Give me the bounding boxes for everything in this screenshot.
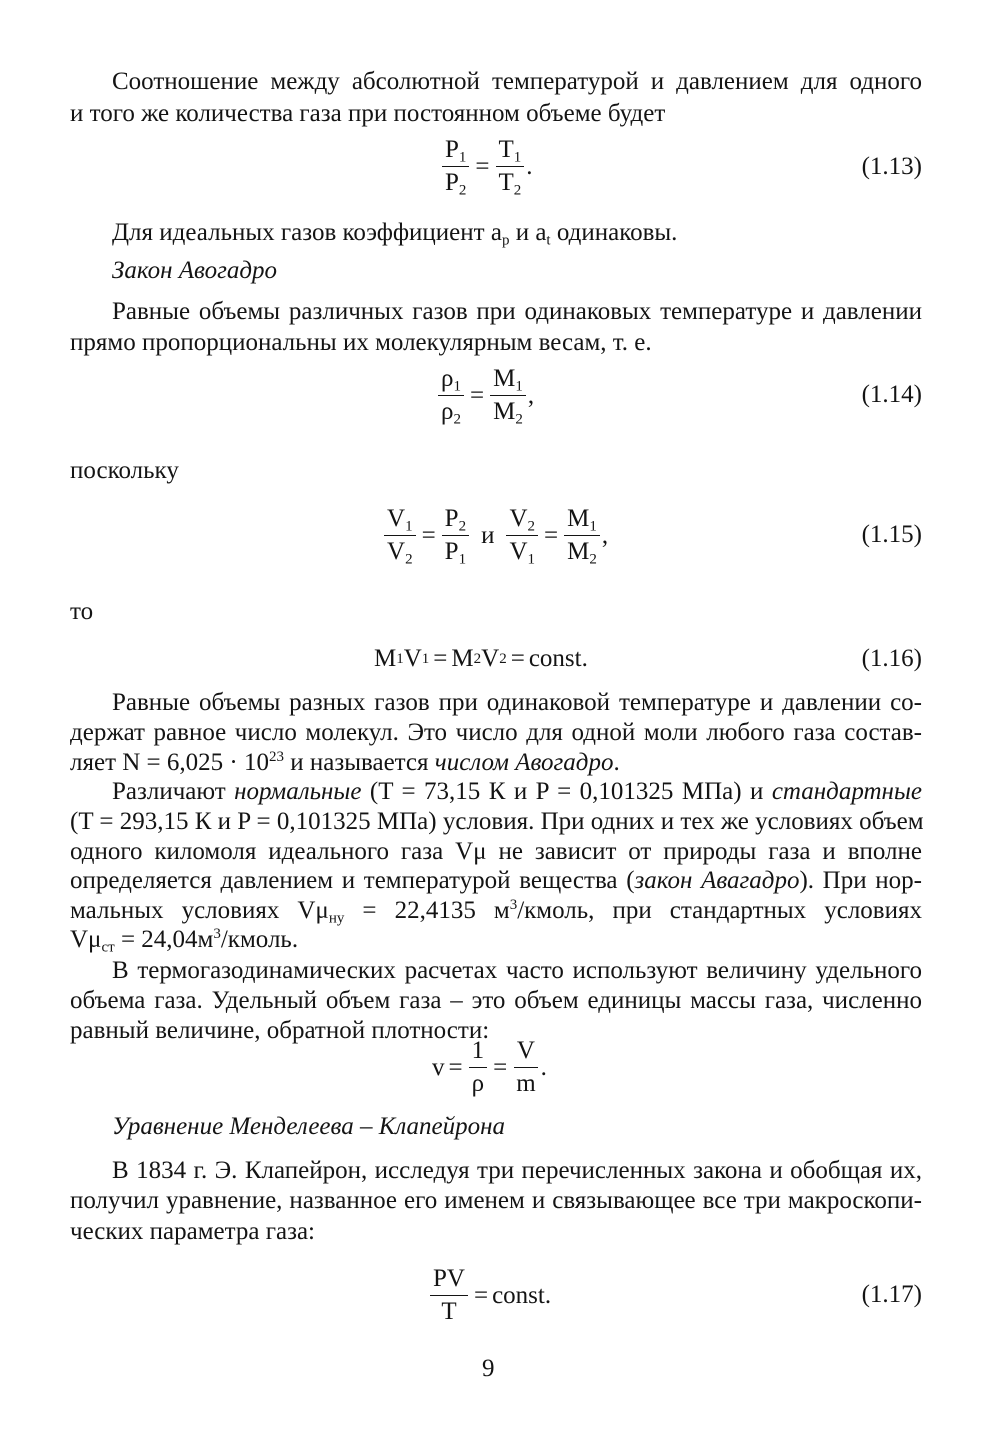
paragraph-line: Равные объемы разных газов при одинаковой температуре и давлении со- [112,689,922,716]
fraction: $\frac{1}{\rho}$ [469,1036,488,1099]
equation-number: (1.15) [861,521,922,548]
equation-number: (1.14) [861,381,922,408]
formula-1-16: M 1 V 1 = M 2 V 2 = const . [374,645,588,672]
fraction: $\frac{M_1}{M_2}$ [564,504,600,567]
fraction: $\frac{P_1}{P_2}$ [442,135,469,198]
formula-1-17: $\frac{PV}{T}$ = const . [428,1264,551,1327]
section-heading: Уравнение Менделеева – Клапейрона [112,1113,506,1140]
equation-number: (1.17) [861,1281,922,1308]
paragraph-line: держат равное число молекул. Это число для одной моли любого газа состав- [70,719,922,746]
paragraph-line: В 1834 г. Э. Клапейрон, исследуя три перечисленных закона и обобщая их, [112,1157,922,1184]
paragraph-line: Соотношение между абсолютной температурой и давлением для одного [112,68,922,95]
fraction: $\frac{V_1}{V_2}$ [384,504,416,567]
fraction: $\frac{\rho_1}{\rho_2}$ [438,364,464,427]
paragraph-line: Для идеальных газов коэффициент $a_p$ и $a_t$ одинаковы. [112,219,678,249]
fraction: $\frac{PV}{T}$ [430,1264,468,1327]
paragraph-line: Различают нормальные (T = 73,15 К и P = 0,101325 МПа) и стандартные [112,778,922,805]
paragraph-line: равный величине, обратной плотности: [70,1017,490,1044]
paragraph-line: (T = 293,15 К и P = 0,101325 МПа) условия. При одних и тех же условиях объем [70,808,924,835]
paragraph-line: определяется давлением и температурой вещества (закон Авагадро). При нор- [70,867,922,894]
formula-specific-volume: v = $\frac{1}{\rho}$ = $\frac{V}{m}$ . [432,1037,547,1097]
paragraph-line: одного киломоля идеального газа Vμ не зависит от природы газа и вполне [70,838,922,865]
fraction: $\frac{M_1}{M_2}$ [490,364,526,427]
equation-number: (1.13) [861,153,922,180]
fraction: $\frac{T_1}{T_2}$ [496,135,525,198]
formula-1-13: $\frac{P_1}{P_2}$ = $\frac{T_1}{T_2}$ . [440,135,533,198]
paragraph-line: прямо пропорциональны их молекулярным весам, т. е. [70,329,652,356]
paragraph-line: и того же количества газа при постоянном объеме будет [70,100,666,127]
fraction: $\frac{P_2}{P_1}$ [442,504,469,567]
paragraph-line: $V\mu_{ст}$ = $24,04м^3$/кмоль. [70,926,299,956]
paragraph-line: объема газа. Удельный объем газа – это объем единицы массы газа, численно [70,987,922,1014]
page-number: 9 [482,1355,495,1382]
formula-1-14: $\frac{\rho_1}{\rho_2}$ = $\frac{M_1}{M_2}$ , [436,364,534,427]
fraction: $\frac{V}{m}$ [513,1036,538,1099]
paragraph-line: поскольку [70,457,179,484]
paragraph-line: Равные объемы различных газов при одинаковых температуре и давлении [112,298,922,325]
paragraph-line: мальных условиях $V\mu_{ну} = 22,4135$ $м^3$/кмоль, при стандартных условиях [70,897,922,927]
paragraph-line: ческих параметра газа: [70,1218,315,1245]
formula-1-15: $\frac{V_1}{V_2}$ = $\frac{P_2}{P_1}$ и $\frac{V_2}{V_1}$ = $\frac{M_1}{M_2}$ , [382,504,608,567]
equation-number: (1.16) [861,645,922,672]
paragraph-line: В термогазодинамических расчетах часто используют величину удельного [112,957,922,984]
fraction: $\frac{V_2}{V_1}$ [506,504,538,567]
section-heading: Закон Авогадро [112,257,277,284]
paragraph-line: получил уравнение, названное его именем и связывающее все три макроскопи- [70,1187,922,1214]
paragraph-line: то [70,598,94,625]
paragraph-line: ляет $N = 6,025 \cdot 10^{23}$ и называется числом Авогадро. [70,749,620,776]
